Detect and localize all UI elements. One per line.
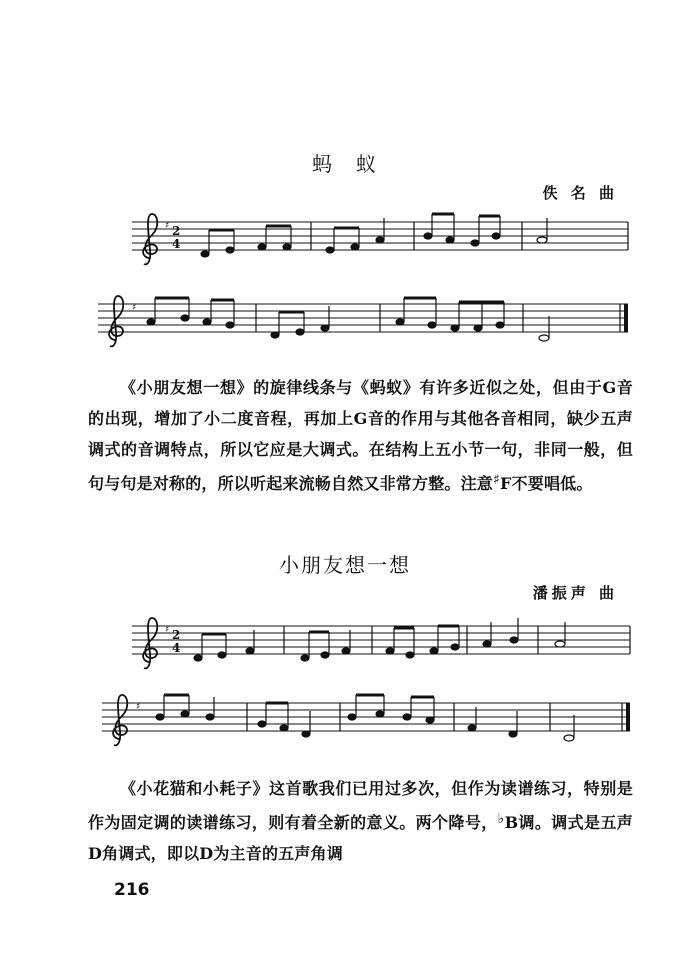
svg-text:♯: ♯: [165, 221, 170, 231]
svg-text:♯: ♯: [136, 702, 141, 712]
paragraph-1-text-end: F不要唱低。: [500, 474, 593, 493]
page-number: 216: [114, 880, 150, 900]
paragraph-1-text: 《小朋友想一想》的旋律线条与《蚂蚁》有许多近似之处，但由于G音的出现，增加了小二度音程，再加上G音的作用与其他各音相同，缺少五声调式的音调特点，所以它应是大调式。在结构上五小节一句，非同一般，但句与句是对称的，所以听起来流畅自然又非常方整。注意: [88, 378, 633, 493]
paragraph-2: [88, 773, 633, 869]
paragraph-2-text: 《小花猫和小耗子》这首歌我们已用过多次，但作为读谱练习，特别是作为固定调的读谱练习，则有着全新的意义。两个降号，: [88, 779, 633, 832]
song2-title: 小朋友想一想: [279, 553, 411, 577]
svg-text:♯: ♯: [132, 303, 137, 313]
svg-text:2: 2: [172, 224, 181, 238]
staff-lines: [132, 222, 628, 250]
paragraph-1: [88, 372, 633, 499]
song2-staff-2: [0, 687, 690, 767]
flat-sign: ♭: [497, 811, 505, 827]
song2-staff-1: [0, 600, 690, 680]
paragraph-2-text-end: B调。调式是五声D角调式，即以D为主音的五声角调: [88, 813, 634, 863]
svg-text:♯: ♯: [165, 625, 170, 635]
song1-staff-1: [0, 200, 690, 280]
song1-composer: 佚 名 曲: [542, 184, 618, 202]
svg-text:2: 2: [172, 628, 181, 642]
song1-title: 蚂 蚁: [312, 152, 378, 176]
song1-staff-2: [0, 290, 690, 370]
svg-text:4: 4: [172, 641, 181, 655]
svg-text:4: 4: [172, 237, 181, 251]
sharp-sign: ♯: [493, 472, 500, 488]
song2-composer: 潘振声 曲: [532, 584, 618, 602]
